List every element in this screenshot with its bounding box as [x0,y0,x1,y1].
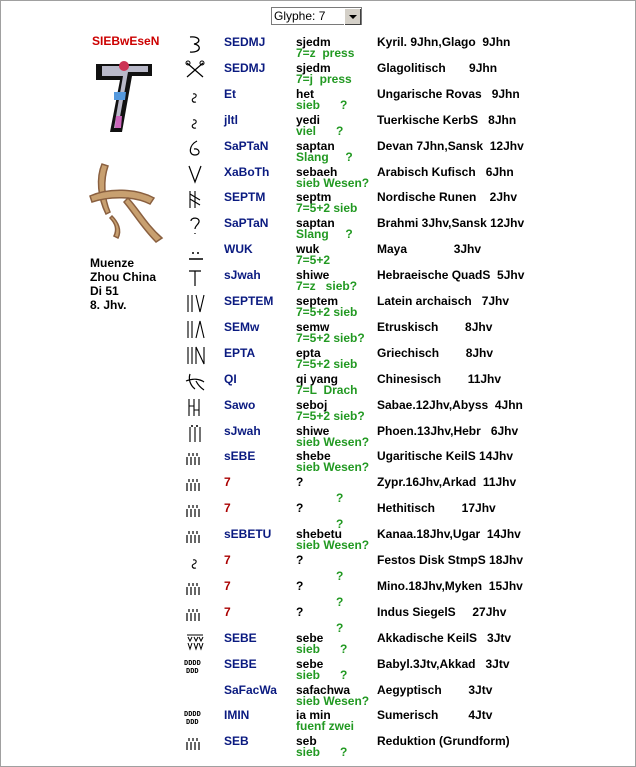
row-script: Brahmi 3Jhv,Sansk 12Jhv [377,216,525,231]
row-meaning: 7=5+2 sieb [296,305,358,319]
row-script: Ugaritische KeilS 14Jhv [377,449,514,464]
table-row [0,447,636,473]
row-meaning: 7=z press [296,46,355,60]
row-meaning: ? [336,594,344,609]
reverse-3-icon [182,33,208,55]
row-code: Et [224,86,236,101]
left-title: SIEBwEseN [92,34,160,48]
row-meaning: sieb Wesen? [296,434,370,449]
row-meaning: viel ? [296,123,344,138]
table-row [0,318,636,344]
row-script: Hebraeische QuadS 5Jhv [377,268,525,283]
table-row [0,422,636,448]
row-code: sEBE [224,449,256,464]
cuneiform-icon [182,629,208,651]
latin-vii-icon [182,292,208,314]
table-row [0,396,636,422]
table-row [0,525,636,551]
row-meaning: 7=5+2 sieb? [296,408,365,423]
row-word: septem [296,294,339,308]
row-code: sEBETU [224,527,272,542]
table-row [0,266,636,292]
row-script: Griechisch 8Jhv [377,345,494,360]
coin-line: Di 51 [90,284,119,298]
row-word: seb [296,734,317,749]
glyph-placeholder [182,681,208,703]
row-meaning: sieb ? [296,667,348,682]
row-code: SaFacWa [224,682,277,697]
table-row [0,681,636,707]
row-code: QI [224,371,237,386]
table-row [0,499,636,532]
row-script: Kyril. 9Jhn,Glago 9Jhn [377,35,511,49]
row-word: sjedm [296,35,331,49]
row-word: seboj [296,397,328,412]
table-row [0,732,636,758]
question-hook-icon [182,214,208,236]
row-code: jltl [224,112,238,127]
row-script: Devan 7Jhn,Sansk 12Jhv [377,138,524,153]
tally-7-icon [182,603,208,625]
row-script: Latein archaisch 7Jhv [377,294,510,308]
row-meaning: 7=5+2 sieb [296,201,358,216]
row-meaning: sieb Wesen? [296,460,370,475]
tally-7-icon [182,732,208,754]
row-code: EPTA [224,345,256,360]
row-code: SEBE [224,656,257,671]
rune-icon [182,188,208,210]
table-row [0,85,636,111]
table-row [0,344,636,370]
row-code: 7 [224,604,231,619]
maya-dots-icon [182,240,208,262]
row-word: yedi [296,112,321,127]
row-meaning: sieb ? [296,97,348,112]
row-word: shebetu [296,527,343,542]
row-code: SEPTM [224,190,266,205]
row-script: Indus SiegelS 27Jhv [377,604,507,619]
row-code: SEBE [224,630,257,645]
row-word: septm [296,190,332,205]
row-code: sJwah [224,423,261,438]
tally-7-icon [182,473,208,495]
row-word: het [296,86,314,101]
row-word: sebe [296,630,324,645]
row-word: qi yang [296,371,339,386]
row-word: saptan [296,216,335,231]
row-word: sjedm [296,60,331,75]
coin-line: Muenze [90,256,135,270]
row-code: sJwah [224,268,261,283]
row-code: 7 [224,475,231,490]
row-word: shebe [296,449,331,464]
table-row [0,111,636,137]
row-meaning: sieb ? [296,641,348,656]
row-script: Chinesisch 11Jhv [377,371,502,386]
row-word: sebaeh [296,164,338,179]
row-code: SEB [224,734,249,749]
scissors-cross-icon [182,59,208,81]
row-script: Etruskisch 8Jhv [377,319,493,334]
table-row [0,603,636,635]
row-word: epta [296,345,321,360]
babyl-icon [182,655,208,677]
row-script: Kanaa.18Jhv,Ugar 14Jhv [377,527,521,542]
table-row [0,706,636,732]
row-word: sebe [296,656,324,671]
row-code: SEDMJ [224,60,266,75]
tally-7-icon [182,447,208,469]
table-row [0,292,636,318]
table-row [0,188,636,214]
row-code: SEPTEM [224,294,274,308]
row-meaning: 7=j press [296,71,352,86]
row-code: SaPTaN [224,138,269,153]
row-code: SaPTaN [224,216,269,231]
row-meaning: 7=5+2 sieb? [296,330,365,345]
coin-line: 8. Jhv. [90,298,127,312]
glyph-select[interactable] [271,7,362,25]
row-script: Arabisch Kufisch 6Jhn [377,164,514,179]
phoen-icon [182,422,208,444]
row-code: WUK [224,242,253,257]
small-s-icon [182,111,208,133]
row-script: Mino.18Jhv,Myken 15Jhv [377,578,523,593]
table-row [0,33,636,59]
row-meaning: ? [336,569,344,583]
row-meaning: fuenf zwei [296,719,355,734]
row-code: 7 [224,501,231,516]
row-meaning: 7=5+2 [296,253,331,268]
row-meaning: sieb ? [296,745,348,760]
row-word: ? [296,578,304,593]
table-row [0,629,636,655]
row-script: Akkadische KeilS 3Jtv [377,630,512,645]
table-row [0,163,636,189]
row-code: 7 [224,578,231,593]
chinese-qi-icon [182,370,208,392]
row-word: shiwe [296,268,330,283]
table-row [0,59,636,85]
row-word: ? [296,501,304,516]
row-meaning: 7=L Drach [296,382,358,397]
row-word: semw [296,319,330,334]
row-script: Phoen.13Jhv,Hebr 6Jhv [377,423,519,438]
table-row [0,240,636,266]
row-script: Reduktion (Grundform) [377,734,510,749]
coin-line: Zhou China [90,270,156,284]
row-code: IMIN [224,708,250,723]
svg-text:DDD: DDD [186,666,199,675]
tally-7-icon [182,577,208,599]
babyl-icon [182,706,208,728]
row-word: safachwa [296,682,351,697]
row-meaning: 7=5+2 sieb [296,356,358,371]
spiral-6-icon [182,137,208,159]
row-code: SEMw [224,319,260,334]
row-meaning: sieb Wesen? [296,175,370,190]
row-script: Sumerisch 4Jtv [377,708,493,723]
row-code: XaBoTh [224,164,270,179]
chevron-down-icon[interactable] [344,8,361,25]
greek-icon [182,344,208,366]
table-row [0,370,636,396]
row-code: Sawo [224,397,256,412]
row-meaning: Slang ? [296,227,353,242]
row-meaning: ? [336,491,344,506]
row-script: Babyl.3Jtv,Akkad 3Jtv [377,656,510,671]
row-script: Sabae.12Jhv,Abyss 4Jhn [377,397,523,412]
table-row [0,473,636,506]
row-word: ? [296,475,304,490]
row-word: ia min [296,708,331,723]
row-word: saptan [296,138,335,153]
row-meaning: sieb Wesen? [296,693,370,708]
row-script: Festos Disk StmpS 18Jhv [377,553,524,567]
table-row [0,577,636,609]
row-script: Nordische Runen 2Jhv [377,190,518,205]
svg-text:DDDD: DDDD [184,710,201,719]
row-meaning: ? [336,517,344,532]
svg-text:DDDD: DDDD [184,658,201,667]
row-meaning: ? [336,620,344,635]
row-meaning: Slang ? [296,149,353,164]
table-row [0,214,636,240]
row-script: Maya 3Jhv [377,242,482,257]
small-s-icon [182,85,208,107]
svg-text:DDD: DDD [186,718,199,727]
tally-7-icon [182,499,208,521]
row-script: Glagolitisch 9Jhn [377,60,498,75]
row-word: ? [296,553,304,567]
table-row [0,655,636,681]
row-word: ? [296,604,304,619]
row-meaning: sieb Wesen? [296,538,370,553]
table-row [0,137,636,163]
etruscan-icon [182,318,208,340]
row-code: 7 [224,553,231,567]
row-word: shiwe [296,423,330,438]
table-row [0,551,636,583]
row-script: Ungarische Rovas 9Jhn [377,86,520,101]
hook-icon [182,266,208,288]
small-s-icon [182,551,208,573]
tally-7-icon [182,525,208,547]
row-word: wuk [296,242,320,257]
row-script: Tuerkische KerbS 8Jhn [377,112,517,127]
row-script: Aegyptisch 3Jtv [377,682,493,697]
row-script: Hethitisch 17Jhv [377,501,496,516]
glyph-select-value: Glyphe: 7 [274,9,326,23]
row-script: Zypr.16Jhv,Arkad 11Jhv [377,475,517,490]
sabaean-icon [182,396,208,418]
row-meaning: 7=z sieb? [296,279,358,294]
row-code: SEDMJ [224,35,266,49]
v-icon [182,163,208,185]
